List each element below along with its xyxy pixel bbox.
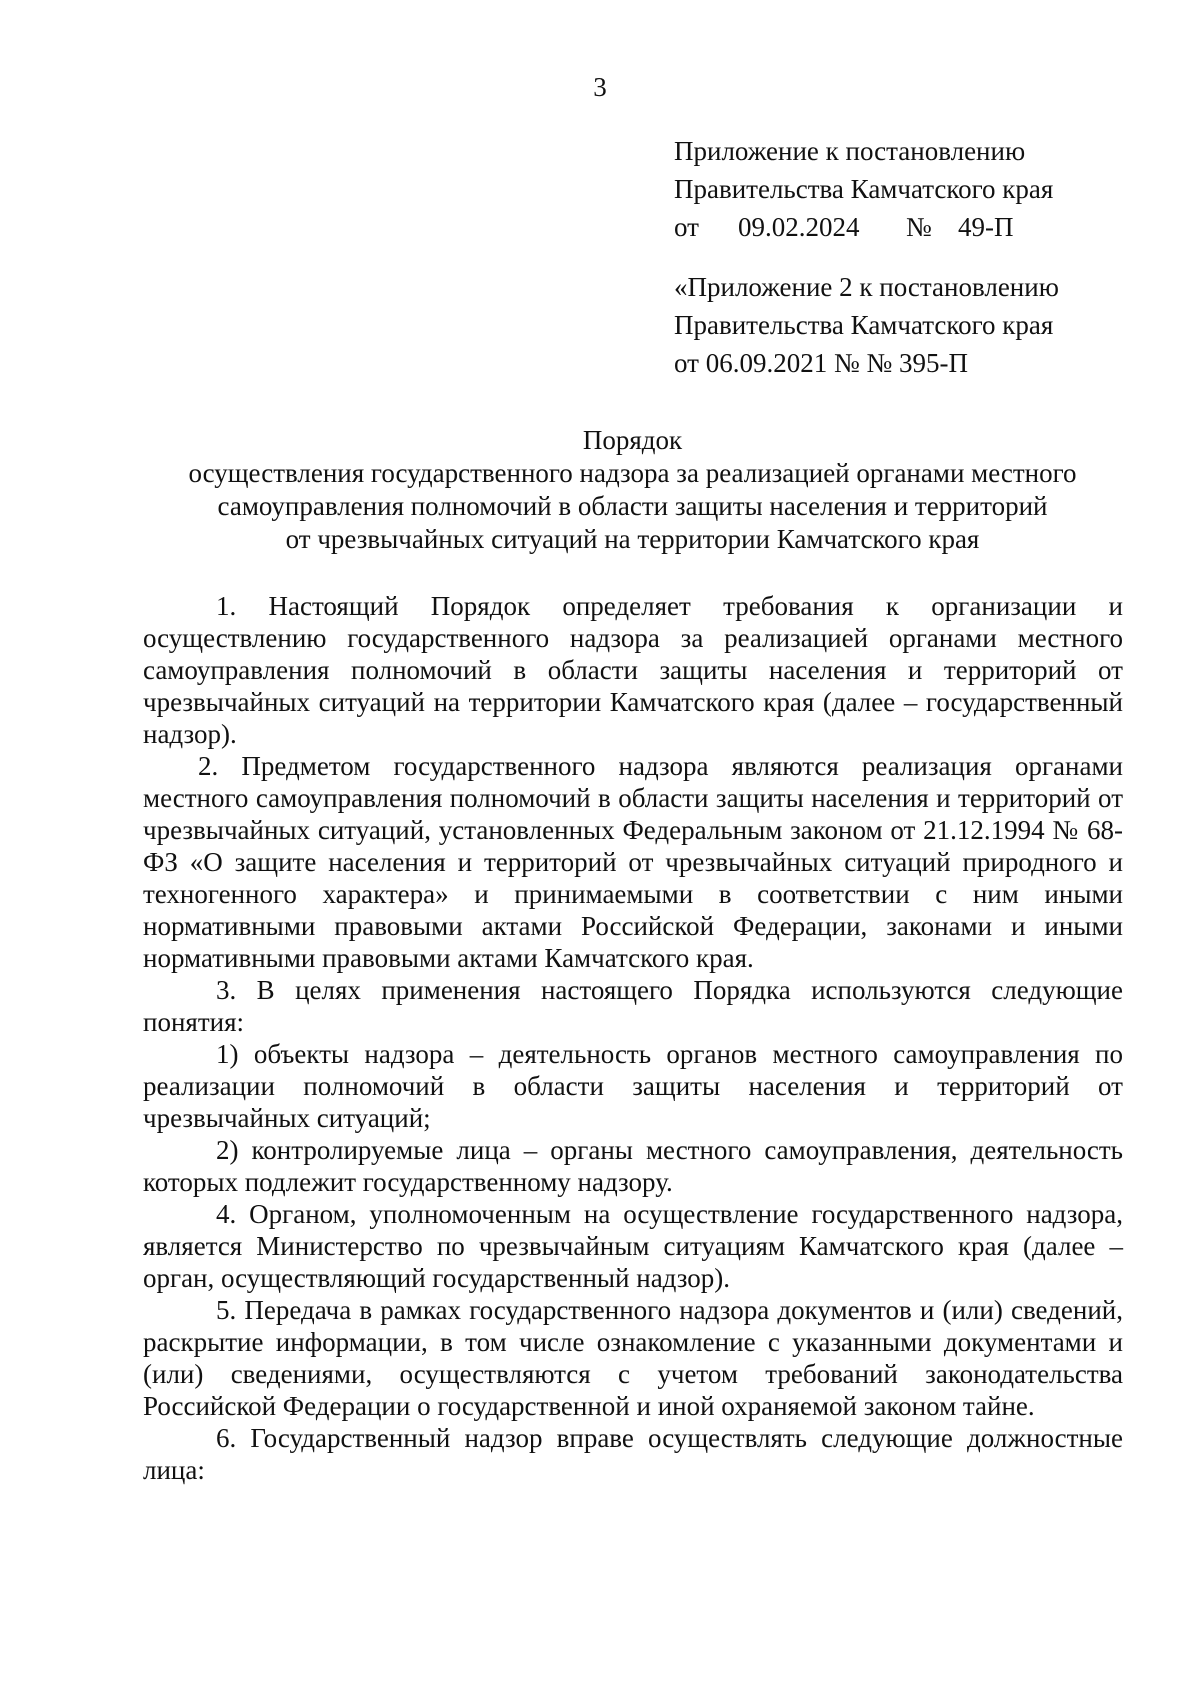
paragraph-2: 2. Предметом государственного надзора являются реализация органами местного самоуправления полномочий в области защиты населения и территорий от чрезвычайных ситуаций, установленных Федеральным законом от 21.12.1994 № 68-ФЗ «О защите населения и территорий от чрезвычайных ситуаций природного и техногенного характера» и принимаемыми в соответствии с ним иными нормативными правовыми актами Российской Федерации, законами и иными нормативными правовыми актами Камчатского края. bbox=[143, 751, 1123, 973]
approval-line: Правительства Камчатского края bbox=[674, 310, 1054, 340]
document-body bbox=[143, 590, 1123, 1486]
document-title bbox=[0, 424, 1200, 556]
approval-date: 09.02.2024 bbox=[738, 212, 860, 242]
title-line: от чрезвычайных ситуаций на территории Камчатского края bbox=[285, 524, 980, 554]
paragraph-5: 5. Передача в рамках государственного надзора документов и (или) сведений, раскрытие информации, в том числе ознакомление с указанными документами и (или) сведениями, осуществляются с учетом требований законодательства Российской Федерации о государственной и иной охраняемой законом тайне. bbox=[143, 1295, 1123, 1421]
title-line: самоуправления полномочий в области защиты населения и территорий bbox=[217, 491, 1048, 521]
date-prefix: от bbox=[674, 212, 699, 242]
paragraph-4: 4. Органом, уполномоченным на осуществление государственного надзора, является Министерство по чрезвычайным ситуациям Камчатского края (далее – орган, осуществляющий государственный надзор). bbox=[143, 1199, 1123, 1293]
approval-number: 49-П bbox=[958, 212, 1014, 242]
approval-line: «Приложение 2 к постановлению bbox=[674, 272, 1059, 302]
approval-block-current bbox=[674, 132, 1053, 246]
title-heading: Порядок bbox=[582, 425, 683, 455]
approval-line: от 06.09.2021 № № 395-П bbox=[674, 348, 968, 378]
approval-line: Приложение к постановлению bbox=[674, 136, 1026, 166]
approval-date-row bbox=[674, 208, 1053, 246]
number-sign: № bbox=[906, 212, 932, 242]
paragraph-3-item-1: 1) объекты надзора – деятельность органов местного самоуправления по реализации полномочий в области защиты населения и территорий от чрезвычайных ситуаций; bbox=[143, 1039, 1123, 1133]
paragraph-3-item-2: 2) контролируемые лица – органы местного самоуправления, деятельность которых подлежит государственному надзору. bbox=[143, 1135, 1123, 1197]
paragraph-1: 1. Настоящий Порядок определяет требования к организации и осуществлению государственного надзора за реализацией органами местного самоуправления полномочий в области защиты населения и территорий от чрезвычайных ситуаций на территории Камчатского края (далее – государственный надзор). bbox=[143, 591, 1123, 749]
approval-block-original bbox=[674, 268, 1059, 382]
approval-line: Правительства Камчатского края bbox=[674, 174, 1054, 204]
paragraph-6: 6. Государственный надзор вправе осуществлять следующие должностные лица: bbox=[143, 1423, 1123, 1485]
title-line: осуществления государственного надзора за реализацией органами местного bbox=[188, 458, 1077, 488]
page-number: 3 bbox=[593, 72, 607, 102]
paragraph-3: 3. В целях применения настоящего Порядка используются следующие понятия: bbox=[143, 975, 1123, 1037]
